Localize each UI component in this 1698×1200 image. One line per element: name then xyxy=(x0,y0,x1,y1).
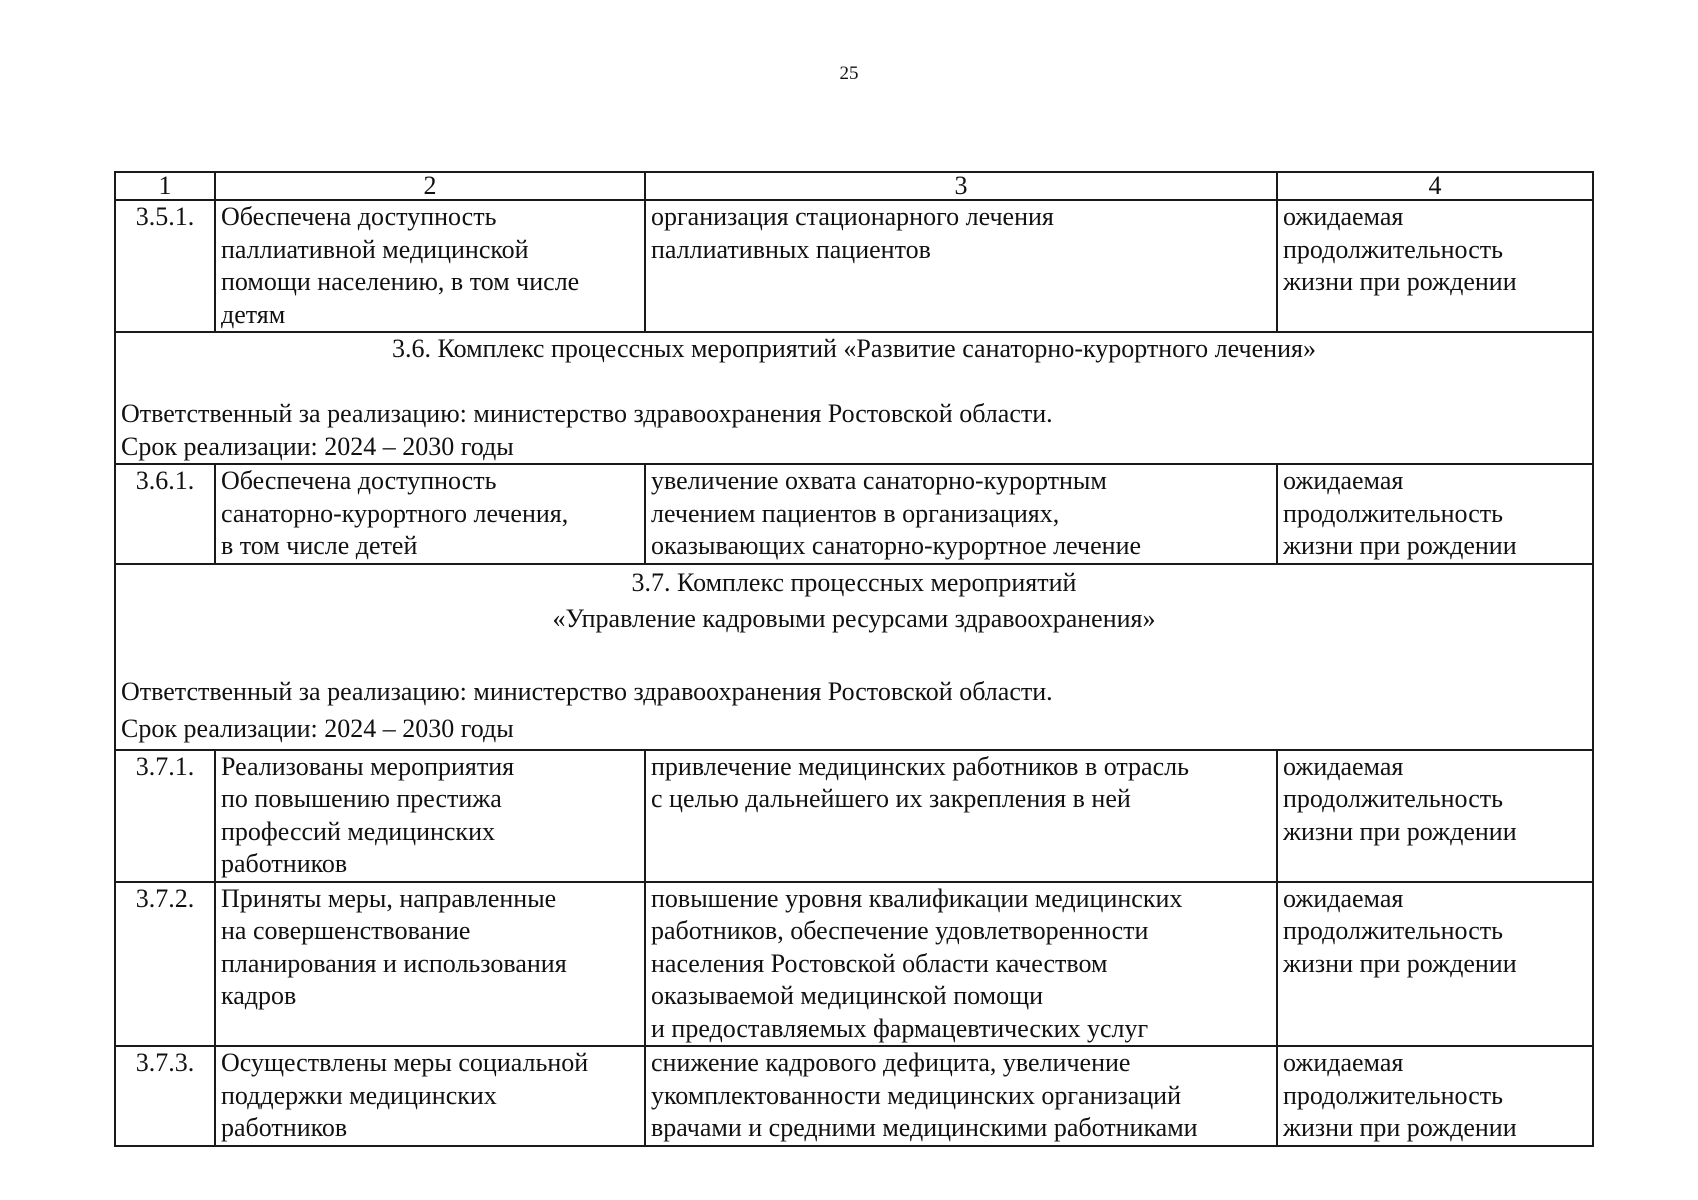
row-number: 3.7.3. xyxy=(115,1046,215,1146)
description-cell: организация стационарного лечения паллиативных пациентов xyxy=(645,200,1277,332)
indicator-cell: ожидаемая продолжительность жизни при рождении xyxy=(1277,750,1593,882)
section-period: Срок реализации: 2024 – 2030 годы xyxy=(121,713,514,743)
column-header: 3 xyxy=(645,172,1277,200)
indicator-cell: ожидаемая продолжительность жизни при рождении xyxy=(1277,882,1593,1047)
section-responsible: Ответственный за реализацию: министерство здравоохранения Ростовской области. xyxy=(121,399,1053,428)
section-row xyxy=(115,332,1593,464)
section-title-line-1: 3.7. Комплекс процессных мероприятий xyxy=(631,567,1077,597)
section-title-line-2: «Управление кадровыми ресурсами здравоохранения» xyxy=(552,604,1156,633)
section-row xyxy=(115,564,1593,750)
indicator-cell: ожидаемая продолжительность жизни при рождении xyxy=(1277,464,1593,564)
task-cell: Реализованы мероприятия по повышению престижа профессий медицинских работников xyxy=(215,750,645,882)
table-row xyxy=(115,882,1593,1047)
table-header-row xyxy=(115,172,1593,200)
task-cell: Обеспечена доступность санаторно-курортного лечения, в том числе детей xyxy=(215,464,645,564)
page-number: 25 xyxy=(839,63,859,84)
section-period: Срок реализации: 2024 – 2030 годы xyxy=(121,431,514,461)
task-cell: Осуществлены меры социальной поддержки медицинских работников xyxy=(215,1046,645,1146)
description-cell: увеличение охвата санаторно-курортным лечением пациентов в организациях, оказывающих санаторно-курортное лечение xyxy=(645,464,1277,564)
table-row xyxy=(115,1046,1593,1146)
measures-table xyxy=(114,171,1594,1147)
description-cell: повышение уровня квалификации медицинских работников, обеспечение удовлетворенности населения Ростовской области качеством оказываемой медицинской помощи и предоставляемых фармацевтических услуг xyxy=(645,882,1277,1047)
table-row xyxy=(115,200,1593,332)
section-responsible: Ответственный за реализацию: министерство здравоохранения Ростовской области. xyxy=(121,677,1053,706)
description-cell: привлечение медицинских работников в отрасль с целью дальнейшего их закрепления в ней xyxy=(645,750,1277,882)
indicator-cell: ожидаемая продолжительность жизни при рождении xyxy=(1277,200,1593,332)
column-header: 4 xyxy=(1277,172,1593,200)
column-header: 1 xyxy=(115,172,215,200)
table-row xyxy=(115,750,1593,882)
row-number: 3.7.1. xyxy=(115,750,215,882)
row-number: 3.5.1. xyxy=(115,200,215,332)
section-cell xyxy=(115,332,1593,464)
description-cell: снижение кадрового дефицита, увеличение укомплектованности медицинских организаций врачами и средними медицинскими работниками xyxy=(645,1046,1277,1146)
column-header: 2 xyxy=(215,172,645,200)
indicator-cell: ожидаемая продолжительность жизни при рождении xyxy=(1277,1046,1593,1146)
row-number: 3.6.1. xyxy=(115,464,215,564)
table-row xyxy=(115,464,1593,564)
section-cell xyxy=(115,564,1593,750)
task-cell: Обеспечена доступность паллиативной медицинской помощи населению, в том числе детям xyxy=(215,200,645,332)
row-number: 3.7.2. xyxy=(115,882,215,1047)
task-cell: Приняты меры, направленные на совершенствование планирования и использования кадров xyxy=(215,882,645,1047)
section-title: 3.6. Комплекс процессных мероприятий «Развитие санаторно-курортного лечения» xyxy=(392,334,1316,363)
